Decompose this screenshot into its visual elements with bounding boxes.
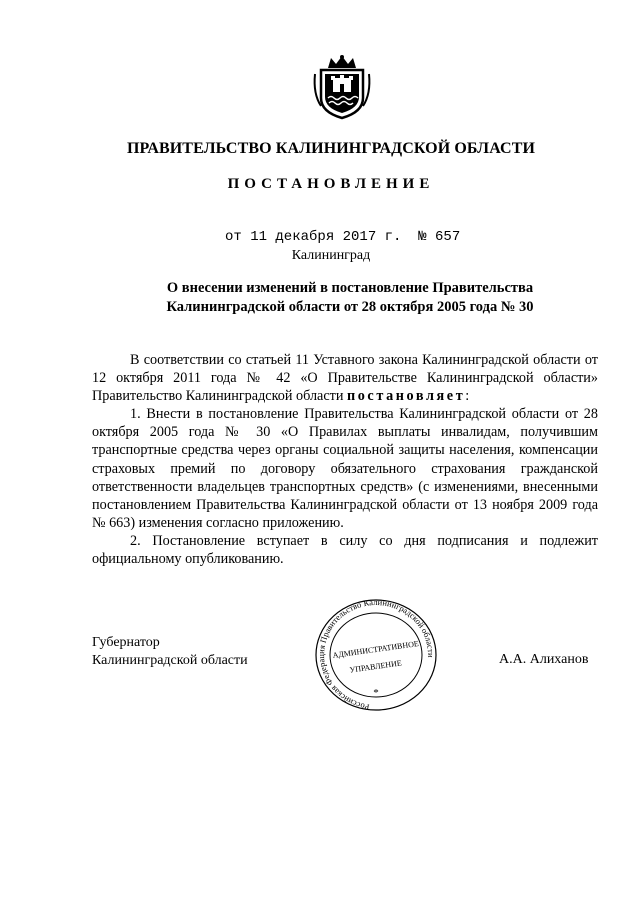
intro-end: : [465,388,470,405]
government-title: ПРАВИТЕЛЬСТВО КАЛИНИНГРАДСКОЙ ОБЛАСТИ [126,140,536,157]
seal-star: * [373,687,379,699]
intro-paragraph [92,351,598,405]
seal-center-line-2: УПРАВЛЕНИЕ [349,658,403,675]
signatory-title [92,634,248,670]
intro-verb: постановляет [346,388,466,405]
item-2: 2. Постановление вступает в силу со дня подписания и подлежит официальному опубликованию. [92,532,598,568]
seal-center-line-1: АДМИНИСТРАТИВНОЕ [332,639,420,661]
signatory-name: А.А. Алиханов [499,652,589,667]
signatory-title-line-2: Калининградской области [92,653,248,668]
subject-line-2: Калининградской области от 28 октября 2005 года № 30 [166,299,534,315]
document-body [92,351,598,568]
coat-of-arms-icon [311,54,373,120]
date-and-number: от 11 декабря 2017 г. № 657 [225,229,461,245]
subject-line-1: О внесении изменений в постановление Правительства [166,280,534,296]
signatory-title-line-1: Губернатор [92,635,160,650]
intro-text: В соответствии со статьей 11 Уставного закона Калининградской области от 12 октября 2011 года № 42 «О Правительстве Калининградской области» Правительство Калининградской области [92,352,598,405]
document-type: ПОСТАНОВЛЕНИЕ [227,176,435,192]
round-stamp-icon [313,597,439,713]
item-1: 1. Внести в постановление Правительства Калининградской области от 28 октября 2005 года № 30 «О Правилах выплаты инвалидам, получившим транспортные средства через органы социальной защиты населения, компенсации страховых премий по договору обязательного страхования гражданской ответственности владельцев транспортных средств» (с изменениями, внесенными постановлением Правительства Калининградской области от 13 ноября 2009 года № 663) изменения согласно приложению. [92,406,598,531]
document-subject [130,279,570,317]
city: Калининград [291,248,371,263]
seal-ring-text: Российская Федерация Правительство Калининградской области [316,597,437,713]
